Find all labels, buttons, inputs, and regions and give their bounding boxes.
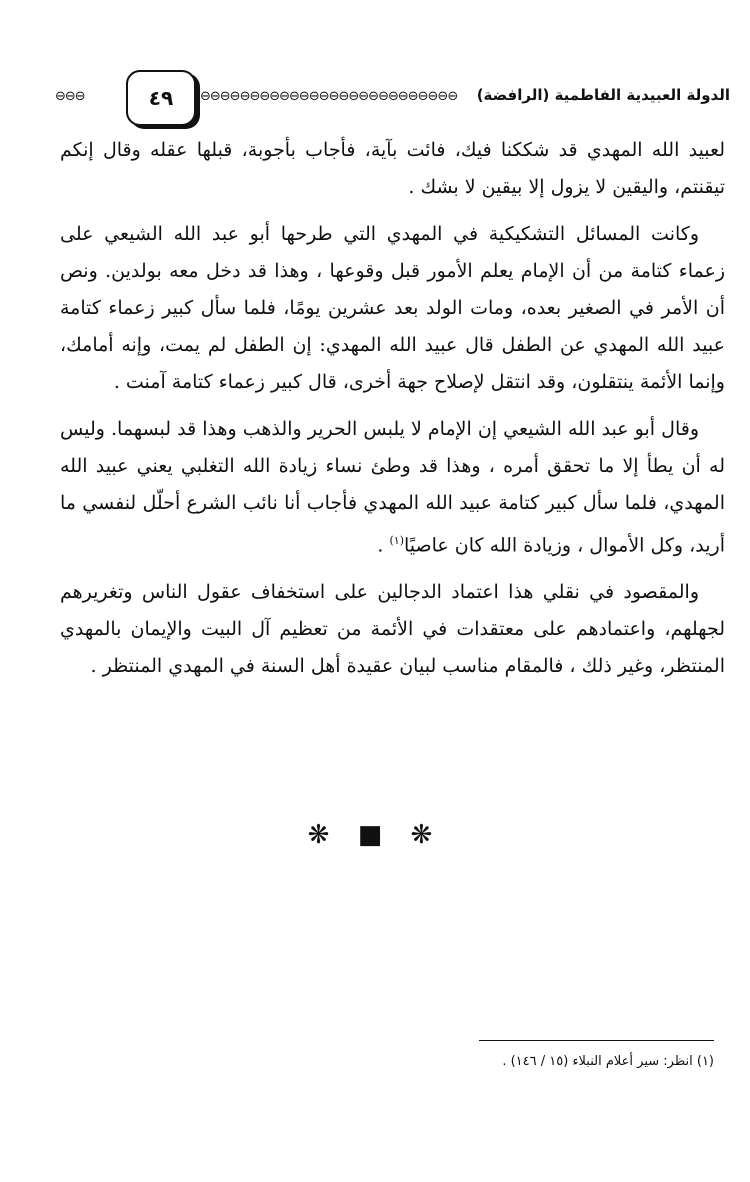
main-text xyxy=(60,132,725,695)
paragraph-2: وكانت المسائل التشكيكية في المهدي التي طرحها أبو عبد الله الشيعي على زعماء كتامة من أن الإمام يعلم الأمور قبل وقوعها ، وهذا قد دخل معه بولدين. ونص أن الأمر في الصغير بعده، ومات الولد بعد عشرين يومًا، فلما سأل كبير زعماء كتامة عبيد الله المهدي عن الطفل قال عبيد الله المهدي: إن الطفل لم يمت، وإنه أمامك، وإنما الأئمة ينتقلون، وقد انتقل لإصلاح جهة أخرى، قال كبير زعماء كتامة آمنت . xyxy=(60,223,725,393)
paragraph-3 xyxy=(60,411,725,564)
section-separator: ❋ ■ ❋ xyxy=(307,820,443,850)
footnote-divider xyxy=(479,1040,714,1041)
running-title: الدولة العبيدية الفاطمية (الرافضة) xyxy=(476,86,730,104)
paragraph-4: والمقصود في نقلي هذا اعتماد الدجالين على استخفاف عقول الناس وتغريرهم لجهلهم، واعتمادهم على معتقدات في الأئمة من تعظيم آل البيت والإيمان بالمهدي المنتظر، وغير ذلك ، فالمقام مناسب لبيان عقيدة أهل السنة في المهدي المنتظر . xyxy=(60,581,725,678)
page-number: ٤٩ xyxy=(148,86,174,110)
paragraph-3-end: . xyxy=(377,534,390,557)
header-chain-ornament-left: ⊖⊖⊖ xyxy=(55,90,85,104)
page-header xyxy=(50,70,730,126)
footnote-reference: (١) xyxy=(389,534,404,547)
footnote: (١) انظر: سير أعلام النبلاء (١٥ / ١٤٦) . xyxy=(502,1054,714,1069)
header-chain-ornament: ⊖⊖⊖⊖⊖⊖⊖⊖⊖⊖⊖⊖⊖⊖⊖⊖⊖⊖⊖⊖⊖⊖⊖⊖⊖⊖ xyxy=(200,90,458,104)
paragraph-1: لعبيد الله المهدي قد شككنا فيك، فائت بآية، فأجاب بأجوبة، قبلها عقله وقال إنكم تيقنتم، واليقين لا يزول إلا بيقين لا بشك . xyxy=(60,139,725,198)
page-number-box xyxy=(126,70,196,126)
paragraph-3-text: وقال أبو عبد الله الشيعي إن الإمام لا يلبس الحرير والذهب وهذا قد لبسهما. وليس له أن يطأ إلا ما تحقق أمره ، وهذا قد وطئ نساء زيادة الله التغلبي يعني عبيد الله المهدي، فلما سأل كبير كتامة عبيد الله المهدي فأجاب أنا نائب الشرع أحلّل لنفسي ما أريد، وكل الأموال ، وزيادة الله كان عاصيًا xyxy=(60,418,725,557)
